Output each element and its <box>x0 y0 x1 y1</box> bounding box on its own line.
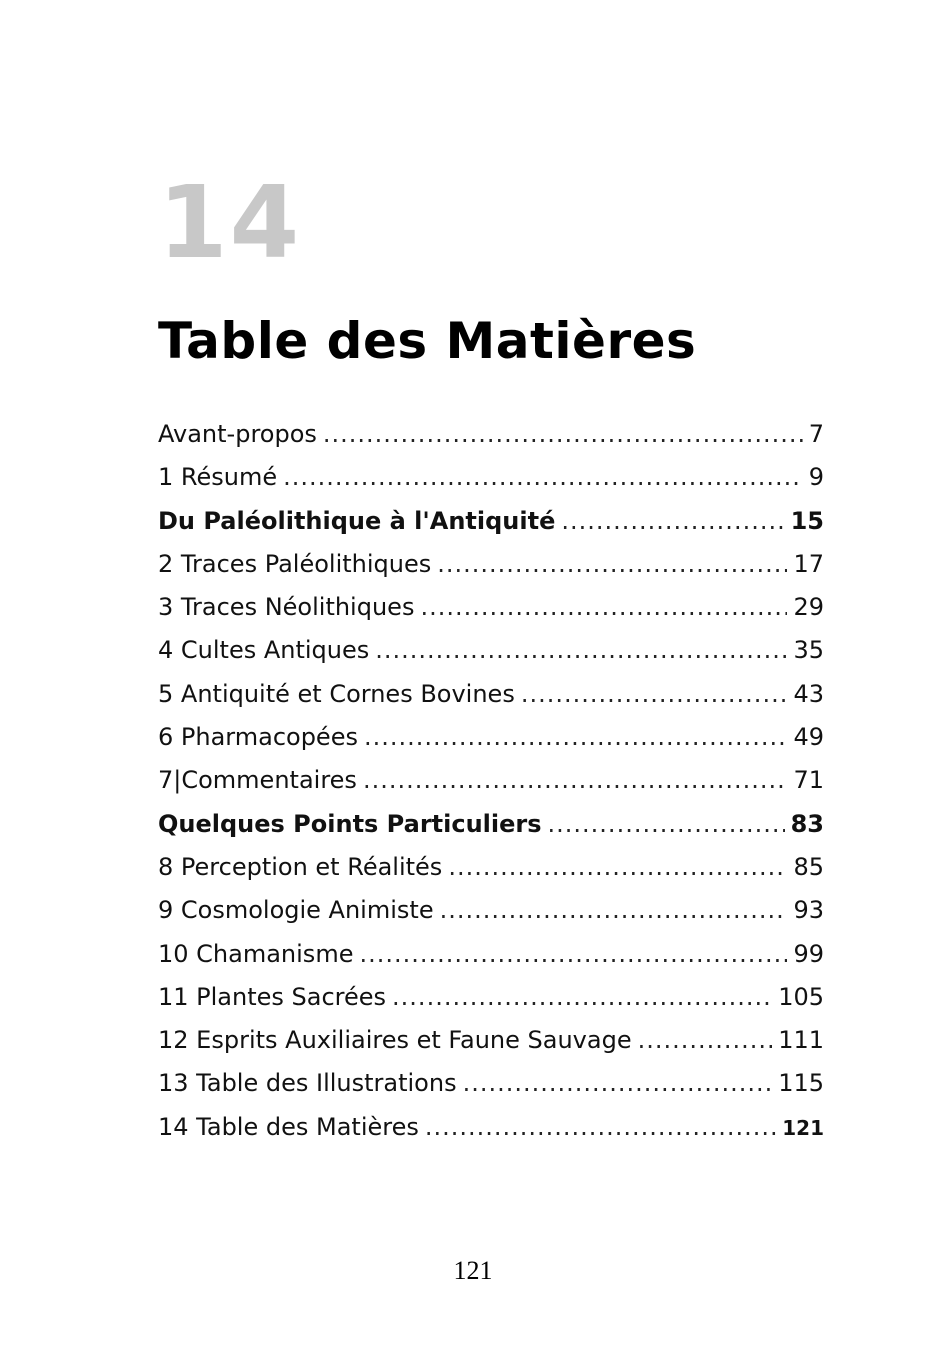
toc-entry-page: 93 <box>793 896 824 925</box>
toc-entry-label: Du Paléolithique à l'Antiquité <box>158 506 556 535</box>
toc-leader-dots <box>363 759 788 802</box>
toc-entry-page: 43 <box>793 679 824 708</box>
toc-entry-label: 2 Traces Paléolithiques <box>158 549 432 578</box>
toc-entry-page: 35 <box>793 636 824 665</box>
toc-entry-label: 4 Cultes Antiques <box>158 636 370 665</box>
toc-entry-page: 121 <box>782 1115 824 1140</box>
toc-entry-label: 13 Table des Illustrations <box>158 1069 457 1098</box>
toc-entry[interactable] <box>158 933 824 976</box>
toc-entry-label: 7|Commentaires <box>158 766 357 795</box>
toc-leader-dots <box>364 716 787 759</box>
toc-entry-page: 15 <box>790 506 824 535</box>
toc-entry[interactable] <box>158 500 824 543</box>
toc-entry-page: 99 <box>793 939 824 968</box>
toc-entry-page: 49 <box>793 723 824 752</box>
toc-entry-label: 9 Cosmologie Animiste <box>158 896 434 925</box>
toc-entry-page: 83 <box>790 809 824 838</box>
chapter-number: 14 <box>158 164 302 281</box>
toc-entry[interactable] <box>158 1106 824 1149</box>
toc-entry[interactable] <box>158 716 824 759</box>
toc-entry[interactable] <box>158 759 824 802</box>
toc-entry-label: 5 Antiquité et Cornes Bovines <box>158 679 515 708</box>
toc-leader-dots <box>448 846 787 889</box>
toc-entry[interactable] <box>158 1062 824 1105</box>
toc-leader-dots <box>638 1019 773 1062</box>
toc-entry-label: Avant-propos <box>158 420 317 448</box>
toc-entry-label: 8 Perception et Réalités <box>158 852 443 881</box>
chapter-title: Table des Matières <box>158 312 697 370</box>
toc-entry[interactable] <box>158 889 824 932</box>
toc-entry-label: 14 Table des Matières <box>158 1112 419 1141</box>
toc-entry[interactable] <box>158 629 824 672</box>
toc-entry-page: 105 <box>778 982 824 1011</box>
toc-entry-label: 11 Plantes Sacrées <box>158 982 387 1011</box>
toc-leader-dots <box>561 500 784 543</box>
toc-entry[interactable] <box>158 803 824 846</box>
toc-entry-label: 6 Pharmacopées <box>158 723 358 752</box>
toc-leader-dots <box>359 933 787 976</box>
toc-entry-label: 3 Traces Néolithiques <box>158 593 415 622</box>
toc-entry[interactable] <box>158 976 824 1019</box>
toc-entry-label: 1 Résumé <box>158 463 278 492</box>
toc-entry-page: 7 <box>808 420 824 448</box>
toc-entry[interactable] <box>158 1019 824 1062</box>
toc-leader-dots <box>548 803 785 846</box>
toc-entry-page: 71 <box>793 766 824 795</box>
toc-entry[interactable] <box>158 456 824 499</box>
toc-leader-dots <box>375 629 787 672</box>
toc-entry-page: 9 <box>808 463 824 492</box>
toc-leader-dots <box>440 889 788 932</box>
page-number: 121 <box>453 1256 493 1285</box>
toc-entry-label: Quelques Points Particuliers <box>158 809 542 838</box>
toc-entry-label: 12 Esprits Auxiliaires et Faune Sauvage <box>158 1026 632 1055</box>
toc-entry[interactable] <box>158 543 824 586</box>
toc-entry[interactable] <box>158 586 824 629</box>
toc-entry-label: 10 Chamanisme <box>158 939 354 968</box>
toc-leader-dots <box>425 1106 776 1149</box>
toc-entry-page: 85 <box>793 852 824 881</box>
toc-entry-page: 29 <box>793 593 824 622</box>
toc-entry[interactable] <box>158 413 824 456</box>
toc-entry-page: 17 <box>793 549 824 578</box>
table-of-contents <box>158 413 824 1149</box>
toc-entry-page: 111 <box>778 1026 824 1055</box>
toc-entry[interactable] <box>158 673 824 716</box>
toc-leader-dots <box>323 413 803 456</box>
toc-entry-page: 115 <box>778 1069 824 1098</box>
toc-leader-dots <box>437 543 787 586</box>
toc-leader-dots <box>392 976 772 1019</box>
toc-leader-dots <box>420 586 787 629</box>
toc-leader-dots <box>521 673 788 716</box>
toc-leader-dots <box>463 1062 773 1105</box>
toc-entry[interactable] <box>158 846 824 889</box>
toc-leader-dots <box>283 456 803 499</box>
